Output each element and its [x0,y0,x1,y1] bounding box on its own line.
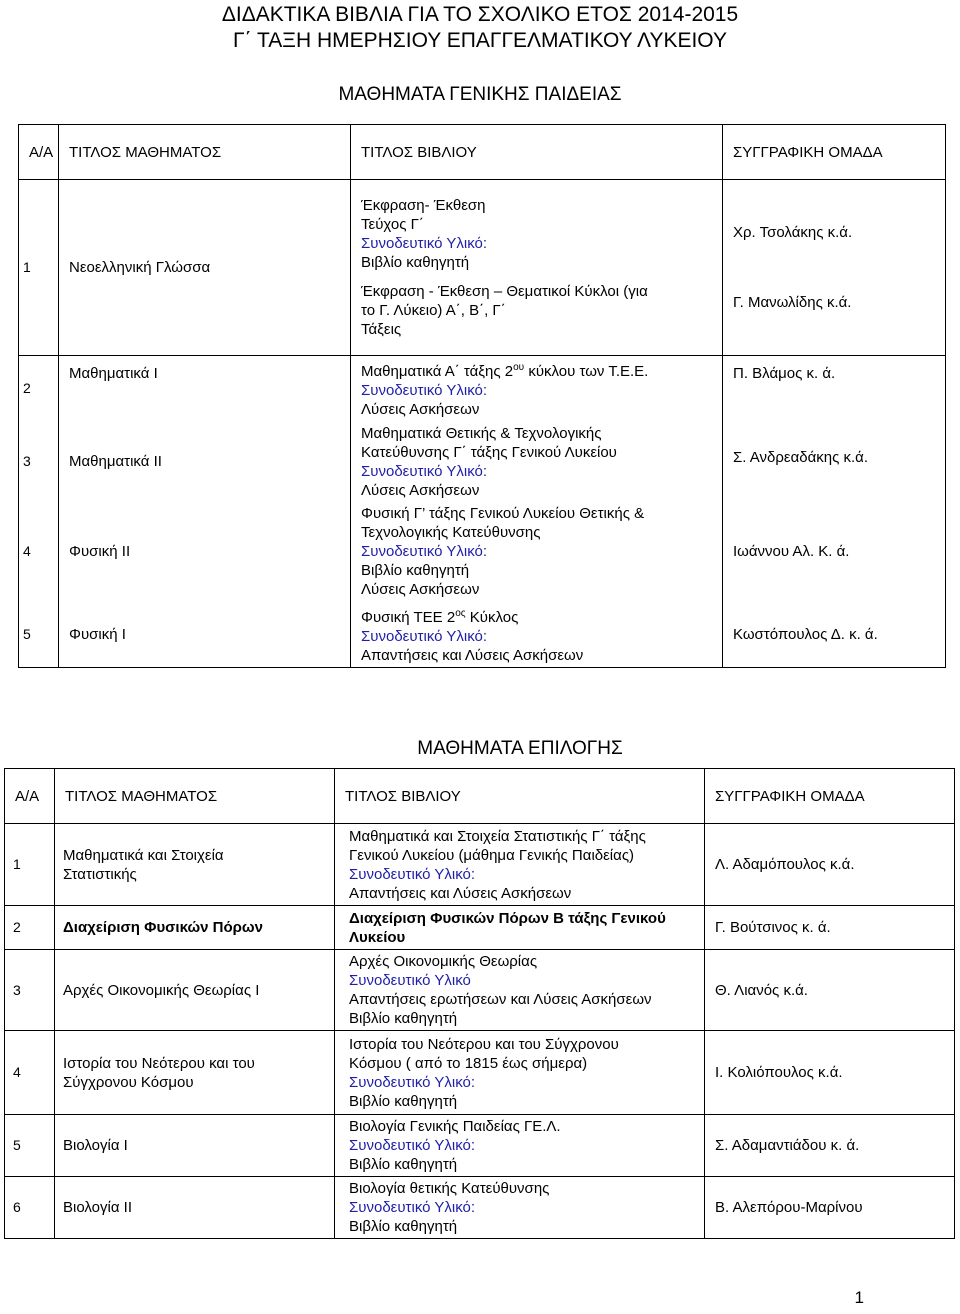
book-line: Φυσική Γ’ τάξης Γενικού Λυκείου Θετικής & [361,505,645,522]
col-header-book: ΤΙΤΛΟΣ ΒΙΒΛΙΟΥ [335,769,705,824]
row-number: 5 [19,602,59,668]
book-line: Απαντήσεις και Λύσεις Ασκήσεων [349,884,572,902]
col-header-subject: ΤΙΤΛΟΣ ΜΑΘΗΜΑΤΟΣ [59,125,351,180]
table-row [5,1031,955,1115]
book-line: Συνοδευτικό Υλικό [349,972,471,989]
book-title [351,602,723,668]
book-title [335,824,705,906]
book-line: Τάξεις [361,321,402,338]
table-row [19,356,946,422]
book-line: Λυκείου [349,928,406,946]
col-header-aa: Α/Α [5,769,55,824]
col-header-authors: ΣΥΓΓΡΑΦΙΚΗ ΟΜΑΔΑ [723,125,946,180]
row-number: 4 [5,1031,55,1115]
row-number: 2 [19,356,59,422]
book-line: Βιβλίο καθηγητή [349,1218,458,1235]
book-line: το Γ. Λύκειο) Α΄, Β΄, Γ΄ [361,302,506,319]
author: Ι. Κολιόπουλος κ.ά. [705,1031,955,1115]
book-line: Βιολογία Γενικής Παιδείας ΓΕ.Λ. [349,1118,561,1135]
book-title [335,1115,705,1177]
row-number: 4 [19,502,59,602]
subject-line: Σύγχρονου Κόσμου [63,1073,194,1091]
book-line: Ιστορία του Νεότερου και του Σύγχρονου [349,1035,619,1053]
table-row [5,824,955,906]
book-line: Συνοδευτικό Υλικό: [361,543,488,560]
author: Θ. Λιανός κ.ά. [705,950,955,1031]
subject-line: Μαθηματικά και Στοιχεία [63,846,224,864]
authors: Σ. Ανδρεαδάκης κ.ά. [723,422,946,502]
table-row [5,906,955,950]
book-line: Συνοδευτικό Υλικό: [361,462,488,480]
table-row [19,602,946,668]
book-line: Μαθηματικά Α΄ τάξης 2 [361,363,514,381]
row-number: 3 [19,422,59,502]
author: Γ. Βούτσινος κ. ά. [705,906,955,950]
subject-name: Φυσική ΙΙ [59,502,351,602]
authors: Π. Βλάμος κ. ά. [723,356,946,422]
table-header-row [19,125,946,180]
book-title [351,422,723,502]
elective-courses-table [4,768,955,1239]
book-title [335,906,705,950]
subject-name [55,1031,335,1115]
book-line: Διαχείριση Φυσικών Πόρων Β τάξης Γενικού [349,909,666,927]
subject-line: Στατιστικής [63,865,137,883]
page-title-line1: ΔΙΔΑΚΤΙΚΑ ΒΙΒΛΙΑ ΓΙΑ ΤΟ ΣΧΟΛΙΚΟ ΕΤΟΣ 2014-2015 [221,3,739,26]
author: Λ. Αδαμόπουλος κ.ά. [705,824,955,906]
book-title [351,502,723,602]
table-row [5,1177,955,1239]
book-line: Συνοδευτικό Υλικό: [361,235,488,252]
authors [723,180,946,356]
book-line: Λύσεις Ασκήσεων [361,581,480,598]
book-line: Βιβλίο καθηγητή [349,1092,458,1110]
author: Σ. Αδαμαντιάδου κ. ά. [705,1115,955,1177]
row-number: 1 [5,824,55,906]
book-line: Συνοδευτικό Υλικό: [349,865,476,883]
book-line: Τεύχος Γ΄ [361,216,424,233]
book-line: Λύσεις Ασκήσεων [361,401,480,419]
book-line: Συνοδευτικό Υλικό: [361,382,488,400]
book-title [351,180,723,356]
page-title-line2: Γ΄ ΤΑΞΗ ΗΜΕΡΗΣΙΟΥ ΕΠΑΓΓΕΛΜΑΤΙΚΟΥ ΛΥΚΕΙΟΥ [233,29,727,52]
table-row [5,950,955,1031]
book-line: Έκφραση- Έκθεση [361,197,486,214]
book-line: Μαθηματικά και Στοιχεία Στατιστικής Γ΄ τάξης [349,827,646,845]
book-line: Αρχές Οικονομικής Θεωρίας [349,953,538,970]
subject-name: Φυσική Ι [59,602,351,668]
col-header-book: ΤΙΤΛΟΣ ΒΙΒΛΙΟΥ [351,125,723,180]
row-number: 3 [5,950,55,1031]
subject-line: Ιστορία του Νεότερου και του [63,1054,255,1072]
subject-name: Βιολογία Ι [55,1115,335,1177]
book-line: Βιβλίο καθηγητή [361,254,470,271]
subject-name: Μαθηματικά ΙΙ [59,422,351,502]
book-line: Απαντήσεις ερωτήσεων και Λύσεις Ασκήσεων [349,991,652,1008]
section-title-elective: ΜΑΘΗΜΑΤΑ ΕΠΙΛΟΓΗΣ [417,738,623,759]
book-line: Βιβλίο καθηγητή [349,1010,458,1027]
book-line: Βιβλίο καθηγητή [361,562,470,579]
superscript: ου [513,362,525,374]
book-line: κύκλου των Τ.Ε.Ε. [528,363,649,381]
book-title [335,950,705,1031]
table-row [19,180,946,356]
book-title [335,1031,705,1115]
table-row [19,502,946,602]
authors: Κωστόπουλος Δ. κ. ά. [723,602,946,668]
book-line: Γενικού Λυκείου (μάθημα Γενικής Παιδείας) [349,846,635,864]
book-title [335,1177,705,1239]
subject-name: Αρχές Οικονομικής Θεωρίας Ι [55,950,335,1031]
book-line: Βιολογία θετικής Κατεύθυνσης [349,1180,550,1197]
table-row [5,1115,955,1177]
book-line: Συνοδευτικό Υλικό: [349,1073,476,1091]
book-line: Κατεύθυνσης Γ΄ τάξης Γενικού Λυκείου [361,443,617,461]
subject-name: Μαθηματικά Ι [59,356,351,422]
subject-name [55,824,335,906]
superscript: ος [455,607,466,619]
col-header-aa: Α/Α [19,125,59,180]
book-line: Απαντήσεις και Λύσεις Ασκήσεων [361,646,584,664]
col-header-subject: ΤΙΤΛΟΣ ΜΑΘΗΜΑΤΟΣ [55,769,335,824]
subject-name: Διαχείριση Φυσικών Πόρων [55,906,335,950]
book-line: Συνοδευτικό Υλικό: [361,627,488,645]
author-line: Χρ. Τσολάκης κ.ά. [733,224,853,241]
book-line: Κόσμου ( από το 1815 έως σήμερα) [349,1054,588,1072]
subject-name: Νεοελληνική Γλώσσα [59,180,351,356]
book-line: Έκφραση - Έκθεση – Θεματικοί Κύκλοι (για [361,283,648,300]
col-header-authors: ΣΥΓΓΡΑΦΙΚΗ ΟΜΑΔΑ [705,769,955,824]
row-number: 6 [5,1177,55,1239]
book-line: Τεχνολογικής Κατεύθυνσης [361,524,541,541]
author-line: Γ. Μανωλίδης κ.ά. [733,294,852,311]
book-line: Συνοδευτικό Υλικό: [349,1199,476,1216]
book-line: Βιβλίο καθηγητή [349,1156,458,1173]
row-number: 5 [5,1115,55,1177]
book-line: Κύκλος [469,608,519,626]
subject-name: Βιολογία ΙΙ [55,1177,335,1239]
book-line: Μαθηματικά Θετικής & Τεχνολογικής [361,424,602,442]
table-header-row [5,769,955,824]
section-title-general: ΜΑΘΗΜΑΤΑ ΓΕΝΙΚΗΣ ΠΑΙΔΕΙΑΣ [338,84,622,105]
book-title [351,356,723,422]
row-number: 2 [5,906,55,950]
author: Β. Αλεπόρου-Μαρίνου [705,1177,955,1239]
book-line: Λύσεις Ασκήσεων [361,481,480,499]
page-number: 1 [854,1288,864,1307]
table-row [19,422,946,502]
book-line: Συνοδευτικό Υλικό: [349,1137,476,1154]
authors: Ιωάννου Αλ. Κ. ά. [723,502,946,602]
row-number: 1 [19,180,59,356]
book-line: Φυσική ΤΕΕ 2 [361,608,456,626]
general-courses-table [18,124,946,668]
